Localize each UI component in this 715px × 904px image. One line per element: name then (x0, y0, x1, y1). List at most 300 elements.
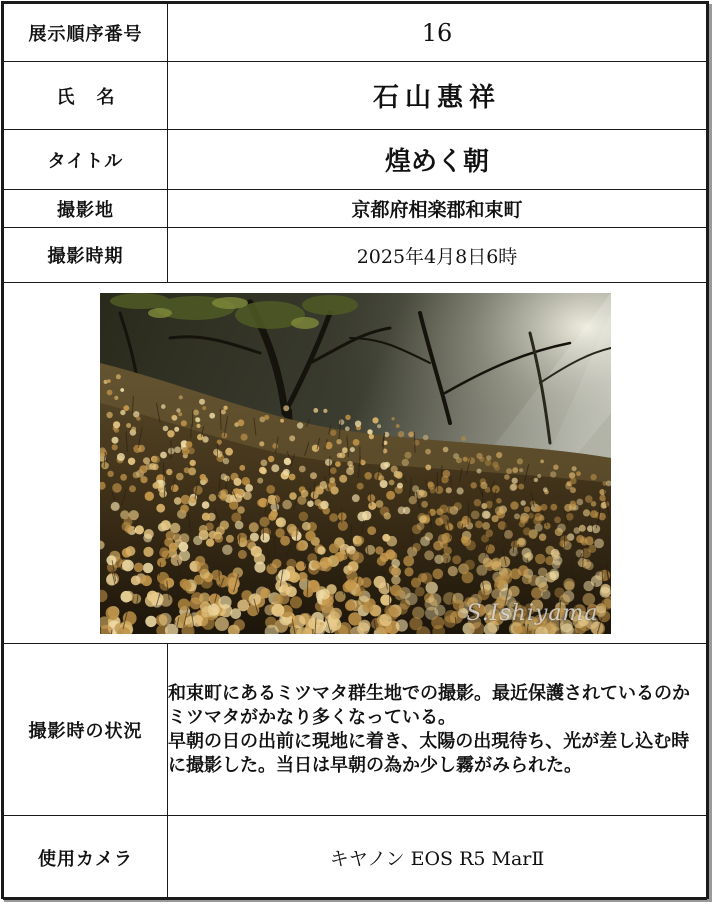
blossom-mark (355, 586, 365, 596)
blossom-mark (145, 615, 156, 626)
blossom-mark (142, 562, 152, 572)
blossom-mark (498, 573, 509, 584)
blossom-mark (176, 472, 184, 480)
blossom-mark (391, 417, 394, 420)
blossom-mark (314, 499, 321, 506)
blossom-mark (367, 526, 376, 535)
blossom-mark (403, 555, 414, 566)
blossom-mark (443, 592, 456, 605)
blossom-mark (481, 510, 489, 518)
blossom-mark (330, 467, 337, 474)
blossom-mark (199, 398, 205, 404)
blossom-mark (456, 487, 463, 494)
blossom-mark (166, 468, 172, 474)
blossom-mark (491, 561, 501, 571)
blossom-mark (538, 582, 548, 592)
blossom-mark (107, 379, 111, 383)
blossom-mark (271, 603, 284, 616)
blossom-mark (482, 557, 492, 567)
photo-cell (4, 283, 707, 644)
blossom-mark (404, 451, 411, 458)
photo-illustration (100, 293, 611, 634)
blossom-mark (234, 520, 243, 529)
value-camera (168, 816, 707, 900)
blossom-mark (120, 388, 124, 392)
blossom-mark (401, 458, 408, 465)
blossom-mark (308, 617, 320, 629)
branch-mark (482, 490, 483, 502)
blossom-mark (173, 497, 181, 505)
blossom-mark (107, 470, 113, 476)
blossom-mark (535, 553, 545, 563)
blossom-mark (296, 422, 302, 428)
blossom-mark (197, 433, 203, 439)
blossom-mark (199, 473, 206, 480)
blossom-mark (521, 574, 531, 584)
blossom-mark (164, 577, 174, 587)
blossom-mark (436, 508, 443, 515)
blossom-mark (424, 597, 437, 610)
blossom-mark (223, 475, 229, 481)
blossom-mark (395, 471, 402, 478)
blossom-mark (391, 558, 400, 567)
blossom-mark (537, 473, 541, 477)
blossom-mark (568, 472, 574, 478)
blossom-mark (534, 513, 542, 521)
blossom-mark (127, 457, 134, 464)
blossom-mark (271, 464, 279, 472)
blossom-mark (390, 584, 402, 596)
blossom-mark (152, 455, 160, 463)
blossom-mark (516, 458, 522, 464)
blossom-mark (511, 477, 517, 483)
blossom-mark (535, 506, 541, 512)
value-period (168, 228, 707, 283)
branch-mark (329, 455, 330, 475)
blossom-mark (346, 570, 357, 581)
blossom-mark (533, 477, 537, 481)
blossom-mark (305, 530, 315, 540)
blossom-mark (590, 510, 598, 518)
blossom-mark (248, 522, 258, 532)
row-location (4, 190, 707, 228)
blossom-mark (578, 524, 585, 531)
blossom-mark (571, 466, 576, 471)
blossom-mark (576, 471, 581, 476)
branch-mark (437, 472, 438, 492)
branch-mark (411, 531, 412, 548)
blossom-mark (330, 486, 338, 494)
label-name: 氏名 (4, 62, 168, 130)
blossom-mark (219, 520, 228, 529)
blossom-mark (243, 491, 252, 500)
blossom-mark (120, 473, 127, 480)
blossom-mark (245, 484, 253, 492)
blossom-mark (355, 535, 364, 544)
blossom-mark (323, 408, 327, 412)
blossom-mark (298, 511, 308, 521)
blossom-mark (540, 459, 544, 463)
blossom-mark (111, 444, 117, 450)
blossom-mark (510, 501, 518, 509)
blossom-mark (470, 510, 479, 519)
blossom-mark (594, 538, 604, 548)
blossom-mark (590, 501, 596, 507)
blossom-mark (397, 431, 403, 437)
blossom-mark (342, 447, 348, 453)
blossom-mark (289, 492, 297, 500)
blossom-mark (301, 521, 310, 530)
blossom-mark (429, 487, 435, 493)
name-family: 石山 (372, 83, 437, 113)
blossom-mark (553, 464, 558, 469)
blossom-mark (260, 533, 270, 543)
blossom-mark (303, 587, 313, 597)
blossom-mark (264, 414, 269, 419)
blossom-mark (157, 557, 166, 566)
value-title (168, 130, 707, 190)
blossom-mark (237, 599, 249, 611)
blossom-mark (237, 532, 247, 542)
blossom-mark (125, 546, 135, 556)
blossom-mark (160, 520, 170, 530)
blossom-mark (523, 527, 531, 535)
blossom-mark (239, 464, 245, 470)
blossom-mark (208, 493, 216, 501)
blossom-mark (266, 563, 277, 574)
blossom-mark (141, 575, 152, 586)
row-period (4, 228, 707, 283)
blossom-mark (329, 477, 335, 483)
blossom-mark (113, 421, 120, 428)
blossom-mark (388, 479, 394, 485)
blossom-mark (330, 429, 336, 435)
blossom-mark (282, 468, 289, 475)
blossom-mark (432, 568, 443, 579)
value-situation (168, 644, 707, 816)
blossom-mark (193, 535, 202, 544)
blossom-mark (162, 425, 168, 431)
blossom-mark (367, 429, 372, 434)
blossom-mark (411, 524, 421, 534)
blossom-mark (442, 470, 450, 478)
row-number (4, 4, 707, 62)
blossom-mark (446, 506, 453, 513)
blossom-mark (283, 405, 289, 411)
blossom-mark (590, 473, 596, 479)
blossom-mark (280, 418, 284, 422)
blossom-mark (189, 459, 195, 465)
blossom-mark (395, 424, 399, 428)
blossom-mark (329, 513, 338, 522)
blossom-mark (143, 533, 152, 542)
blossom-mark (519, 468, 523, 472)
blossom-mark (180, 494, 190, 504)
blossom-mark (368, 434, 373, 439)
blossom-mark (338, 419, 344, 425)
blossom-mark (215, 450, 222, 457)
blossom-mark (260, 467, 266, 473)
blossom-mark (180, 420, 186, 426)
row-situation (4, 644, 707, 816)
blossom-mark (464, 559, 474, 569)
blossom-mark (496, 498, 502, 504)
blossom-mark (412, 485, 419, 492)
blossom-mark (228, 577, 240, 589)
blossom-mark (512, 467, 518, 473)
label-location: 撮影地 (4, 190, 168, 228)
blossom-mark (372, 417, 378, 423)
location-text: 京都府相楽郡和束町 (351, 199, 523, 221)
blossom-mark (193, 485, 202, 494)
blossom-mark (420, 536, 430, 546)
blossom-mark (129, 485, 136, 492)
blossom-mark (397, 506, 405, 514)
blossom-mark (373, 575, 385, 587)
blossom-mark (185, 441, 192, 448)
blossom-mark (412, 542, 421, 551)
branch-mark (414, 432, 415, 453)
blossom-mark (452, 555, 461, 564)
blossom-mark (223, 405, 227, 409)
blossom-mark (103, 379, 107, 383)
blossom-mark (418, 573, 427, 582)
blossom-mark (124, 524, 133, 533)
blossom-mark (300, 489, 308, 497)
blossom-mark (435, 485, 443, 493)
value-name (168, 62, 707, 130)
blossom-mark (101, 461, 109, 469)
blossom-mark (453, 453, 459, 459)
blossom-mark (173, 533, 181, 541)
situation-paragraph-1: 和束町にあるミツマタ群生地での撮影。最近保護されているのかミツマタがかなり多くなっている。 (168, 682, 690, 728)
blossom-mark (174, 446, 181, 453)
blossom-mark (328, 543, 338, 553)
blossom-mark (115, 374, 120, 379)
blossom-mark (250, 546, 261, 557)
blossom-mark (159, 593, 172, 606)
blossom-mark (295, 541, 304, 550)
blossom-mark (168, 542, 177, 551)
blossom-mark (554, 527, 562, 535)
label-period: 撮影時期 (4, 228, 168, 283)
blossom-mark (313, 408, 318, 413)
blossom-mark (336, 439, 341, 444)
exhibit-form-table (3, 3, 707, 900)
blossom-mark (408, 431, 414, 437)
camera-text: キヤノン EOS R5 MarⅡ (329, 848, 545, 870)
blossom-mark (465, 540, 475, 550)
blossom-mark (167, 430, 174, 437)
blossom-mark (176, 408, 180, 412)
blossom-mark (289, 596, 301, 608)
blossom-mark (383, 512, 390, 519)
blossom-mark (132, 471, 139, 478)
blossom-mark (461, 436, 466, 441)
blossom-mark (461, 571, 473, 583)
blossom-mark (519, 515, 528, 524)
blossom-mark (143, 546, 153, 556)
blossom-mark (143, 457, 150, 464)
blossom-mark (106, 411, 112, 417)
value-location (168, 190, 707, 228)
blossom-mark (237, 419, 244, 426)
blossom-mark (240, 433, 247, 440)
blossom-mark (424, 550, 434, 560)
branch-mark (192, 409, 193, 426)
blossom-mark (540, 503, 547, 510)
blossom-mark (214, 533, 223, 542)
blossom-mark (209, 412, 215, 418)
blossom-mark (419, 515, 427, 523)
blossom-mark (272, 594, 283, 605)
blossom-mark (254, 561, 265, 572)
blossom-mark (289, 435, 295, 441)
blossom-mark (447, 566, 457, 576)
label-situation: 撮影時の状況 (4, 644, 168, 816)
blossom-mark (193, 409, 199, 415)
branch-mark (359, 446, 360, 466)
blossom-mark (550, 503, 557, 510)
blossom-mark (298, 465, 305, 472)
time-text: 6時 (486, 245, 518, 268)
blossom-mark (395, 619, 407, 631)
blossom-mark (278, 569, 290, 581)
blossom-mark (425, 464, 431, 470)
blossom-mark (409, 617, 422, 630)
blossom-mark (494, 506, 503, 515)
blossom-mark (112, 483, 122, 493)
blossom-mark (506, 468, 512, 474)
photograph (100, 293, 611, 634)
branch-mark (309, 487, 310, 501)
blossom-mark (456, 520, 464, 528)
blossom-mark (377, 424, 381, 428)
label-number: 展示順序番号 (4, 4, 168, 62)
blossom-mark (583, 580, 593, 590)
blossom-mark (352, 439, 359, 446)
blossom-mark (178, 395, 182, 399)
blossom-mark (105, 606, 119, 620)
blossom-mark (202, 406, 206, 410)
blossom-mark (367, 494, 375, 502)
blossom-mark (183, 467, 189, 473)
blossom-mark (161, 550, 170, 559)
blossom-mark (257, 477, 263, 483)
blossom-mark (440, 553, 450, 563)
blossom-mark (514, 513, 520, 519)
blossom-mark (233, 477, 241, 485)
name-given: 惠祥 (437, 83, 502, 113)
blossom-mark (348, 550, 359, 561)
situation-paragraph-2: 早朝の日の出前に現地に着き、太陽の出現待ち、光が差し込む時に撮影した。当日は早朝の為か少し霧がみられた。 (168, 730, 690, 776)
blossom-mark (503, 529, 512, 538)
blossom-mark (199, 592, 210, 603)
blossom-mark (196, 562, 208, 574)
blossom-mark (180, 504, 189, 513)
blossom-mark (564, 580, 574, 590)
blossom-mark (351, 494, 359, 502)
blossom-mark (361, 577, 371, 587)
blossom-mark (307, 500, 314, 507)
blossom-mark (136, 416, 140, 420)
blossom-mark (339, 474, 347, 482)
blossom-mark (334, 591, 345, 602)
blossom-mark (335, 461, 341, 467)
blossom-mark (523, 506, 529, 512)
blossom-mark (554, 516, 561, 523)
blossom-mark (131, 426, 136, 431)
blossom-mark (156, 503, 165, 512)
blossom-mark (492, 461, 498, 467)
blossom-mark (384, 604, 396, 616)
blossom-mark (575, 549, 583, 557)
blossom-mark (286, 523, 296, 533)
blossom-mark (397, 482, 403, 488)
blossom-mark (225, 447, 233, 455)
blossom-mark (585, 561, 594, 570)
blossom-mark (111, 436, 118, 443)
blossom-mark (504, 474, 510, 480)
blossom-mark (345, 600, 356, 611)
blossom-mark (116, 453, 124, 461)
blossom-mark (330, 607, 342, 619)
blossom-mark (237, 506, 245, 514)
blossom-mark (364, 472, 372, 480)
blossom-mark (368, 501, 376, 509)
blossom-mark (538, 533, 545, 540)
blossom-mark (479, 456, 484, 461)
blossom-mark (160, 451, 167, 458)
blossom-mark (552, 555, 562, 565)
blossom-mark (201, 512, 209, 520)
blossom-mark (158, 612, 171, 625)
blossom-mark (310, 472, 317, 479)
blossom-mark (319, 588, 330, 599)
blossom-mark (508, 585, 519, 596)
blossom-mark (484, 459, 490, 465)
blossom-mark (106, 389, 112, 395)
blossom-mark (133, 562, 143, 572)
blossom-mark (325, 458, 332, 465)
blossom-mark (198, 524, 207, 533)
blossom-mark (222, 544, 232, 554)
blossom-mark (473, 499, 480, 506)
blossom-mark (106, 555, 116, 565)
blossom-mark (420, 490, 427, 497)
blossom-mark (123, 405, 129, 411)
blossom-mark (205, 538, 213, 546)
blossom-mark (222, 457, 228, 463)
row-name (4, 62, 707, 130)
blossom-mark (357, 511, 367, 521)
blossom-mark (482, 522, 490, 530)
blossom-mark (486, 455, 491, 460)
blossom-mark (345, 414, 350, 419)
blossom-mark (114, 395, 118, 399)
blossom-mark (585, 495, 593, 503)
blossom-mark (391, 575, 400, 584)
blossom-mark (576, 498, 583, 505)
blossom-mark (237, 549, 246, 558)
photographer-signature: S.Ishiyama (466, 600, 599, 626)
blossom-mark (256, 499, 263, 506)
blossom-mark (144, 491, 153, 500)
date-text: 2025年4月8日 (356, 245, 487, 268)
blossom-mark (259, 441, 264, 446)
blossom-mark (524, 552, 532, 560)
blossom-mark (510, 568, 521, 579)
